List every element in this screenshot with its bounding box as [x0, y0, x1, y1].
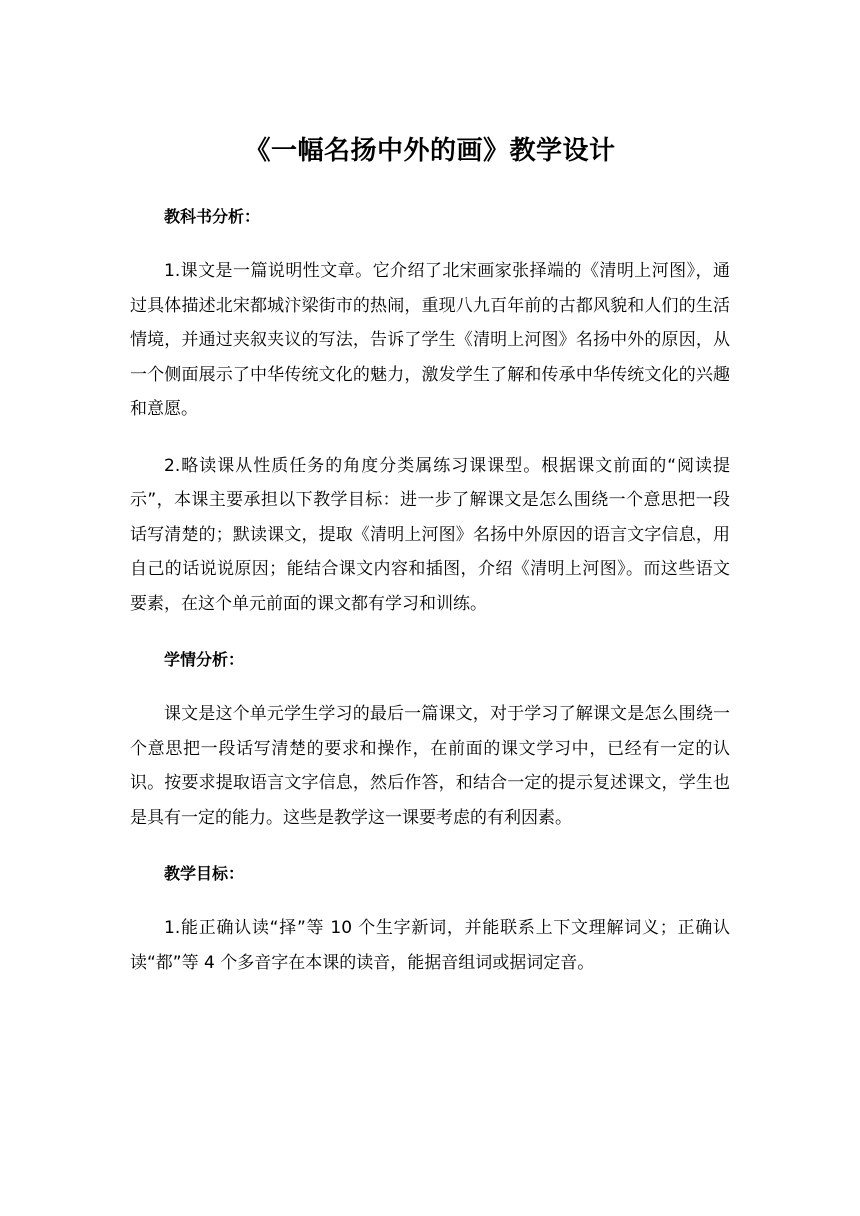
- section-heading: 教学目标：: [164, 864, 245, 883]
- paragraph: 1.能正确认读“择”等 10 个生字新词，并能联系上下文理解词义；正确认读“都”等 4 个多音字在本课的读音，能据音组词或据词定音。: [130, 918, 730, 973]
- section-textbook-analysis: [130, 200, 730, 621]
- section-learner-analysis: [130, 643, 730, 835]
- paragraph: 课文是这个单元学生学习的最后一篇课文，对于学习了解课文是怎么围绕一个意思把一段话写清楚的要求和操作，在前面的课文学习中，已经有一定的认识。按要求提取语言文字信息，然后作答，和结合一定的提示复述课文，学生也是具有一定的能力。这些是教学这一课要考虑的有利因素。: [130, 704, 730, 828]
- paragraph: 2.略读课从性质任务的角度分类属练习课课型。根据课文前面的“阅读提示”，本课主要承担以下教学目标：进一步了解课文是怎么围绕一个意思把一段话写清楚的；默读课文，提取《清明上河图》名扬中外原因的语言文字信息，用自己的话说说原因；能结合课文内容和插图，介绍《清明上河图》。而这些语文要素，在这个单元前面的课文都有学习和训练。: [130, 455, 730, 614]
- document-body: [130, 200, 730, 1000]
- section-heading: 学情分析：: [164, 650, 245, 669]
- section-teaching-objectives: [130, 857, 730, 980]
- paragraph: 1.课文是一篇说明性文章。它介绍了北宋画家张择端的《清明上河图》，通过具体描述北宋都城汴梁街市的热闹，重现八九百年前的古都风貌和人们的生活情境，并通过夹叙夹议的写法，告诉了学生《清明上河图》名扬中外的原因，从一个侧面展示了中华传统文化的魅力，激发学生了解和传承中华传统文化的兴趣和意愿。: [130, 261, 730, 419]
- document-title: 《一幅名扬中外的画》教学设计: [244, 136, 616, 166]
- section-heading: 教科书分析：: [164, 207, 261, 226]
